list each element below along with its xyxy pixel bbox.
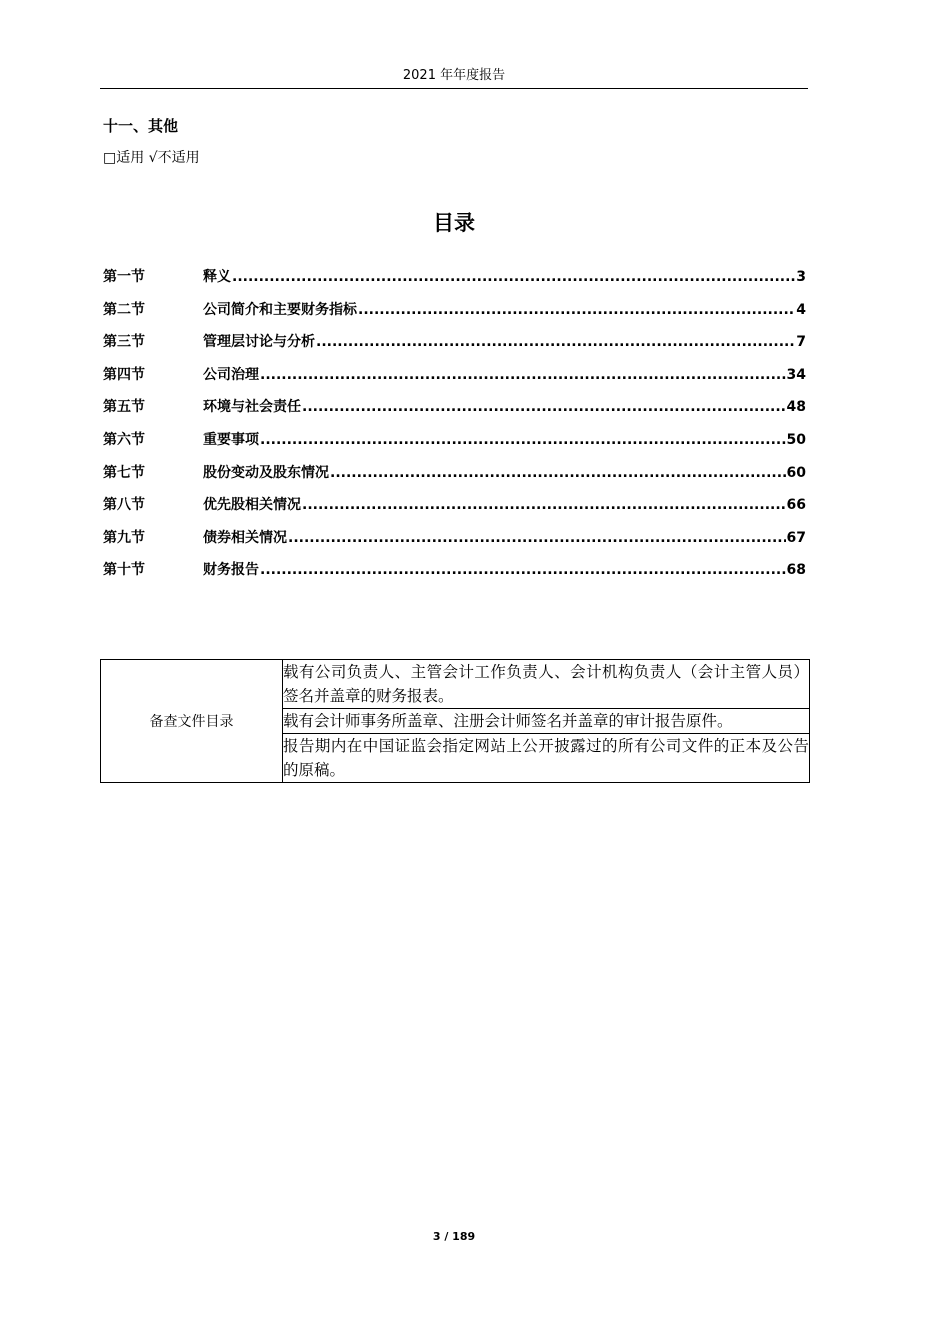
toc-page-number: 66 <box>786 497 806 514</box>
toc-leader-dots <box>302 399 786 415</box>
toc-section-name: 财务报告 <box>203 562 259 579</box>
document-item: 报告期内在中国证监会指定网站上公开披露过的所有公司文件的正本及公告的原稿。 <box>283 734 810 783</box>
toc-section-number: 第九节 <box>103 529 145 546</box>
reference-documents-table <box>100 659 810 783</box>
applicability-text: □适用 √不适用 <box>103 150 200 166</box>
toc-leader-dots <box>260 367 786 383</box>
section-title: 十一、其他 <box>103 117 179 135</box>
toc-section-number: 第二节 <box>103 301 145 318</box>
toc-leader-dots <box>232 269 795 285</box>
toc-leader-dots <box>260 432 786 448</box>
toc-leader-dots <box>330 465 786 481</box>
toc-leader-dots <box>302 497 786 513</box>
toc-entry[interactable] <box>103 527 806 560</box>
toc-entry[interactable] <box>103 494 806 527</box>
toc-entry[interactable] <box>103 266 806 299</box>
page-header: 2021 年年度报告 <box>402 68 506 83</box>
toc-title: 目录 <box>433 211 475 235</box>
toc-entry[interactable] <box>103 331 806 364</box>
toc-section-number: 第四节 <box>103 366 145 383</box>
toc-section-name: 重要事项 <box>203 431 259 448</box>
toc-page-number: 60 <box>786 464 806 481</box>
toc-section-number: 第八节 <box>103 497 145 514</box>
toc-section-number: 第七节 <box>103 464 145 481</box>
toc-page-number: 4 <box>796 301 806 318</box>
toc-section-number: 第一节 <box>103 269 145 285</box>
documents-label: 备查文件目录 <box>101 660 283 783</box>
toc-entry[interactable] <box>103 462 806 495</box>
toc-page-number: 48 <box>786 399 806 416</box>
toc-section-number: 第三节 <box>103 334 145 351</box>
toc-section-name: 释义 <box>203 269 231 285</box>
toc-page-number: 3 <box>796 269 806 285</box>
toc-section-name: 公司治理 <box>203 366 259 383</box>
toc-section-name: 债券相关情况 <box>203 529 287 546</box>
toc-section-number: 第十节 <box>103 562 145 579</box>
toc-entry[interactable] <box>103 429 806 462</box>
toc-section-name: 优先股相关情况 <box>203 497 301 514</box>
toc-leader-dots <box>316 334 795 350</box>
table-row <box>101 660 810 709</box>
toc-section-name: 公司简介和主要财务指标 <box>203 301 357 318</box>
page-number: 3 / 189 <box>432 1230 476 1243</box>
toc-entry[interactable] <box>103 396 806 429</box>
document-item: 载有公司负责人、主管会计工作负责人、会计机构负责人（会计主管人员）签名并盖章的财务报表。 <box>283 660 810 709</box>
header-divider <box>100 88 808 89</box>
toc-section-number: 第五节 <box>103 399 145 416</box>
toc-entry[interactable] <box>103 364 806 397</box>
toc-page-number: 68 <box>786 562 806 579</box>
toc-entry[interactable] <box>103 299 806 332</box>
toc-leader-dots <box>260 562 786 578</box>
toc-page-number: 50 <box>786 431 806 448</box>
toc-page-number: 67 <box>786 529 806 546</box>
toc-leader-dots <box>358 302 795 318</box>
toc-section-name: 股份变动及股东情况 <box>203 464 329 481</box>
toc-page-number: 7 <box>796 334 806 351</box>
toc-leader-dots <box>288 530 786 546</box>
toc-section-number: 第六节 <box>103 431 145 448</box>
toc-section-name: 环境与社会责任 <box>203 399 301 416</box>
toc-entry[interactable] <box>103 559 806 592</box>
toc-section-name: 管理层讨论与分析 <box>203 334 315 351</box>
toc-page-number: 34 <box>786 366 806 383</box>
document-item: 载有会计师事务所盖章、注册会计师签名并盖章的审计报告原件。 <box>283 709 810 734</box>
table-of-contents <box>103 266 806 592</box>
